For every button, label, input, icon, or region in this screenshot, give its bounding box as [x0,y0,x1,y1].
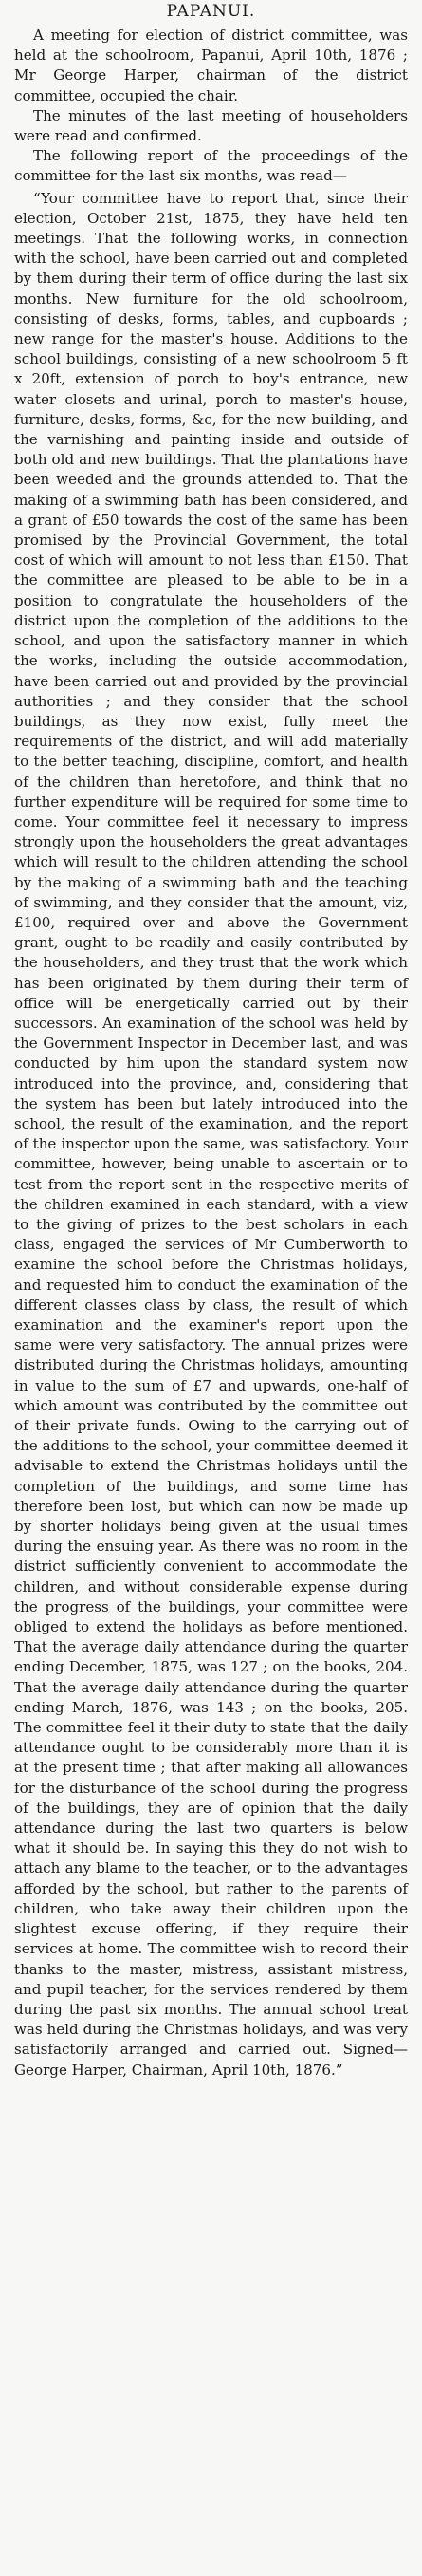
article-paragraph-report-intro: The following report of the proceedings of the committee for the last six months, was read— [14,147,408,185]
article-paragraph-meeting: A meeting for election of district committee, was held at the schoolroom, Papanui, April 10th, 1876 ; Mr George Harper, chairman of the district committee, occupied the chair. [14,27,408,104]
article-paragraph-committee-report: “Your committee have to report that, since their election, October 21st, 1875, they have held ten meetings. That the following works, in connection with the school, have been carried out and completed by them during their term of office during the last six months. New furniture for the old schoolroom, consisting of desks, forms, tables, and cupboards ; new range for the master's house. Additions to the school buildings, consisting of a new schoolroom 5 ft x 20ft, extension of porch to boy's entrance, new water closets and urinal, porch to master's house, furniture, desks, forms, &c, for the new building, and the varnishing and painting inside and outside of both old and new buildings. That the plantations have been weeded and the grounds attended to. That the making of a swimming bath has been considered, and a grant of £50 towards the cost of the same has been promised by the Provincial Government, the total cost of which will amount to not less than £150. That the committee are pleased to be able to be in a position to congratulate the householders of the district upon the completion of the additions to the school, and upon the satisfactory manner in which the works, including the outside accommodation, have been carried out and provided by the provincial authorities ; and they consider that the school buildings, as they now exist, fully meet the requirements of the district, and will add materially to the better teaching, discipline, comfort, and health of the children than heretofore, and think that no further expenditure will be required for some time to come. Your committee feel it necessary to impress strongly upon the householders the great advantages which will result to the children attending the school by the making of a swimming bath and the teaching of swimming, and they consider that the amount, viz, £100, required over and above the Government grant, ought to be readily and easily contributed by the householders, and they trust that the work which has been originated by them during their term of office will be energetically carried out by their successors. An examination of the school was held by the Government Inspector in December last, and was conducted by him upon the standard system now introduced into the province, and, considering that the system has been but lately introduced into the school, the result of the examination, and the report of the inspector upon the same, was satisfactory. Your committee, however, being unable to ascertain or to test from the report sent in the respective merits of the children examined in each standard, with a view to the giving of prizes to the best scholars in each class, engaged the services of Mr Cumberworth to examine the school before the Christmas holidays, and requested him to conduct the examination of the different classes class by class, the result of which examination and the examiner's report upon the same were very satisfactory. The annual prizes were distributed during the Christmas holidays, amounting in value to the sum of £7 and upwards, one-half of which amount was contributed by the committee out of their private funds. Owing to the carrying out of the additions to the school, your committee deemed it advisable to extend the Christmas holidays until the completion of the buildings, and some time has therefore been lost, but which can now be made up by shorter holidays being given at the usual times during the ensuing year. As there was no room in the district sufficiently convenient to accommodate the children, and without considerable expense during the progress of the buildings, your committee were obliged to extend the holidays as before mentioned. That the average daily attendance during the quarter ending December, 1875, was 127 ; on the books, 204. That the average daily attendance during the quarter ending March, 1876, was 143 ; on the books, 205. The committee feel it their duty to state that the daily attendance ought to be considerably more than it is at the present time ; that after making all allowances for the disturbance of the school during the progress of the buildings, they are of opinion that the daily attendance during the last two quarters is below what it should be. In saying this they do not wish to attach any blame to the teacher, or to the advantages afforded by the school, but rather to the parents of children, who take away their children upon the slightest excuse offering, if they require their services at home. The committee wish to record their thanks to the master, mistress, assistant mistress, and pupil teacher, for the services rendered by them during the past six months. The annual school treat was held during the Christmas holidays, and was very satisfactorily arranged and carried out. Signed—George Harper, Chairman, April 10th, 1876.” [14,189,408,2079]
article-paragraph-minutes: The minutes of the last meeting of householders were read and confirmed. [14,106,408,145]
article-title: PAPANUI. [166,2,256,21]
